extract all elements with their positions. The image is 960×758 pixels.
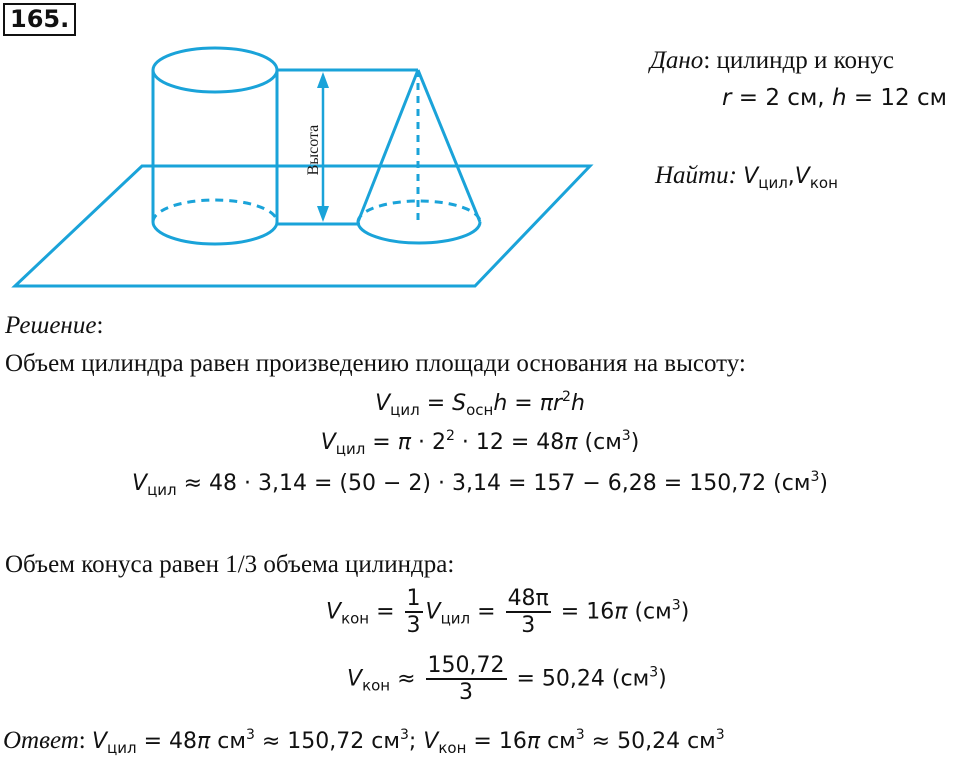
cone-base-front	[358, 222, 480, 243]
formula-cyl-general: $V_{цил} = S_{осн}h = \pi r^2h$	[375, 389, 585, 419]
height-arrow-up	[317, 72, 329, 88]
solution-heading: Решение:	[5, 312, 104, 339]
formula-cone-approx: $V_{кон}$ ≈ $\frac{150,72}{3}$ = 50,24 $(см^3)$	[347, 653, 667, 706]
given-values	[722, 87, 947, 110]
plane	[15, 166, 590, 286]
cone-left-side	[358, 70, 418, 222]
fraction-150-72-3: $\frac{150,72}{3}$	[427, 653, 505, 706]
height-label: Высота	[305, 124, 322, 176]
cylinder-top	[153, 48, 277, 92]
answer-line: Ответ: $V_{цил} = 48\pi$ $см^3 \approx 150,72$ $см^3$; $V_{кон} = 16\pi$ $см^3 \approx 50,24$ $см^3$	[3, 727, 725, 757]
find-v-cyl: $V_{цил}$	[743, 164, 788, 192]
find-line	[655, 163, 838, 191]
height-arrow-down	[317, 206, 329, 222]
r-value: = 2 см,	[731, 85, 832, 111]
cylinder-bottom-front	[153, 222, 277, 244]
given-label: Дано	[650, 47, 704, 74]
cylinder-intro: Объем цилиндра равен произведению площади основания на высоту:	[5, 350, 746, 377]
given-line	[650, 48, 894, 73]
cone-right-side	[418, 70, 480, 222]
formula-cyl-approx: $V_{цил} \approx 48 \cdot 3,14 = (50 - 2) \cdot 3,14 = 157 - 6,28 = 150,72$ $(см^3)$	[132, 469, 828, 499]
given-text: : цилиндр и конус	[703, 47, 894, 74]
problem-number: 165.	[3, 3, 76, 36]
formula-cone-exact: $V_{кон}$ = $\frac{1}{3}$ $V_{цил}$ = $\frac{48\pi}{3}$ = 16π $(см^3)$	[326, 586, 690, 639]
cylinder-bottom-back	[153, 200, 277, 222]
fraction-one-third: $\frac{1}{3}$	[406, 586, 421, 639]
formula-cyl-exact: $V_{цил} = \pi \cdot 2^2 \cdot 12 = 48\pi$ $(см^3)$	[320, 428, 640, 458]
r-symbol: r	[722, 85, 732, 111]
find-v-cone: $V_{кон}$	[794, 164, 838, 192]
h-value: = 12 см	[846, 85, 947, 111]
fraction-48pi-3: $\frac{48\pi}{3}$	[507, 586, 549, 639]
h-symbol: h	[831, 85, 847, 111]
find-label: Найти:	[655, 162, 737, 189]
find-separator: ,	[787, 164, 795, 189]
cone-intro: Объем конуса равен 1/3 объема цилиндра:	[5, 551, 455, 578]
cylinder-cone-figure	[0, 40, 620, 300]
